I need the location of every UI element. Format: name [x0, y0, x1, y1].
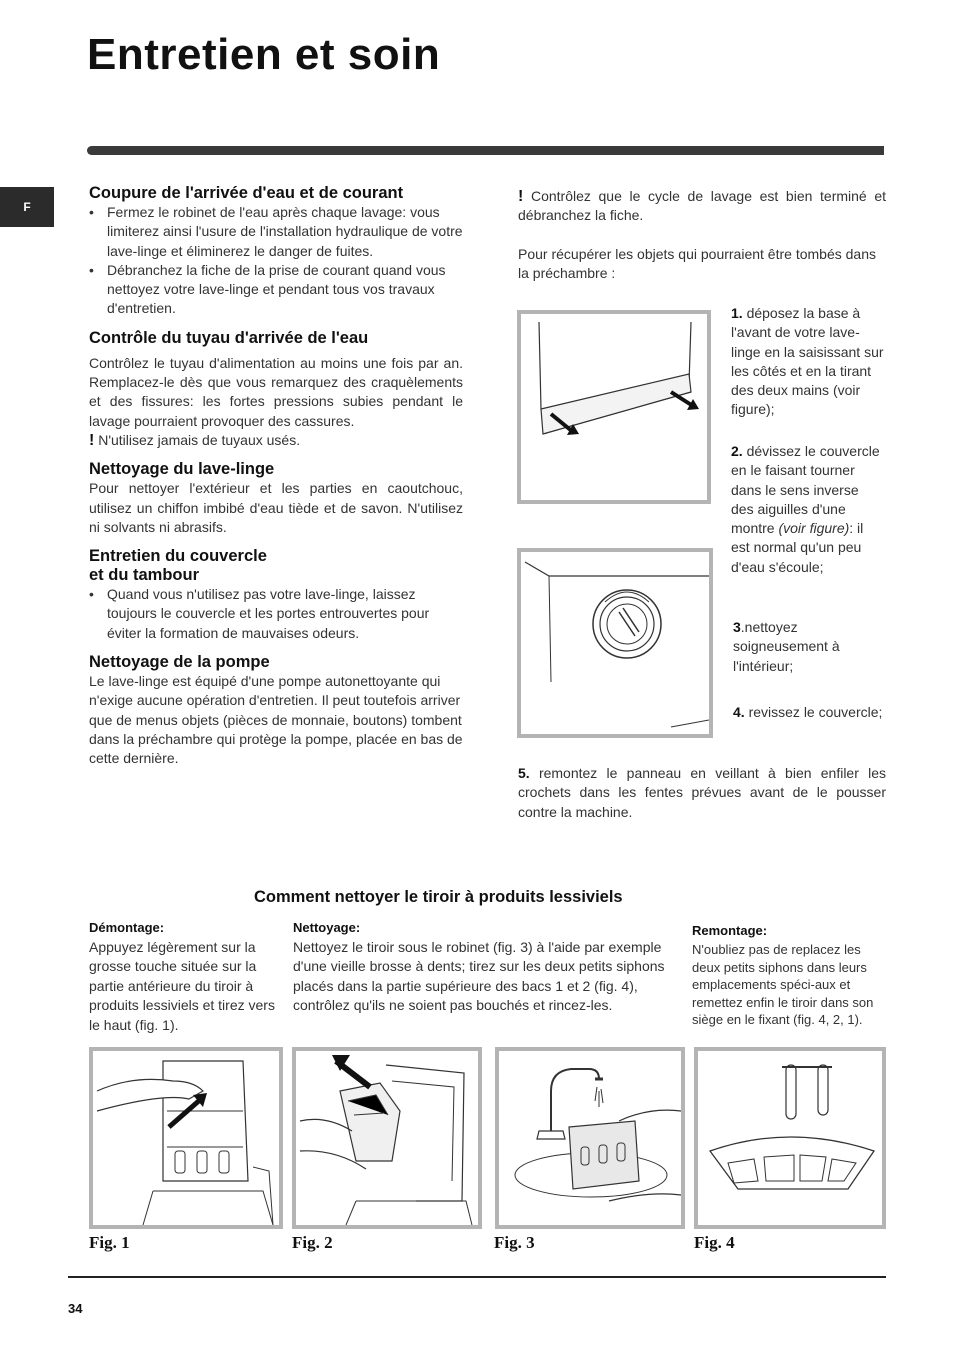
- page-title: Entretien et soin: [87, 30, 441, 79]
- drawer-step-heading: Nettoyage:: [293, 920, 361, 935]
- warning-mark: !: [89, 431, 95, 449]
- list-item: • Quand vous n'utilisez pas votre lave-linge, laissez toujours le couvercle et les portes entrouvertes pour éviter la formation de mauvaises odeurs.: [89, 585, 463, 643]
- section-title: Entretien du couvercle et du tambour: [89, 547, 267, 585]
- step-3: 3.nettoyez soigneusement à l'intérieur;: [733, 619, 840, 674]
- drawer-section-title: Comment nettoyer le tiroir à produits lessiviels: [254, 888, 623, 906]
- section-lid-drum: [89, 547, 463, 643]
- section-title: Nettoyage de la pompe: [89, 653, 270, 672]
- warning-mark: !: [518, 188, 524, 205]
- siphons-drawer-illustration: [698, 1051, 882, 1225]
- section-text: Contrôlez le tuyau d'alimentation au moins une fois par an. Remplacez-le dès que vous remarquez des craquèlements et des fissures: les fortes pressions subies pendant le lavage pourraient provoquer des cassures.: [89, 354, 463, 429]
- tap-rinsing-illustration: [499, 1051, 681, 1225]
- title-divider-bar: [87, 146, 884, 155]
- warning-note: ! Contrôlez que le cycle de lavage est bien terminé et débranchez la fiche.: [518, 188, 887, 224]
- drawer-reassembly: [692, 923, 888, 1029]
- figure-1: [89, 1047, 283, 1229]
- footer-divider: [68, 1276, 886, 1278]
- pump-cover-figure: [517, 548, 713, 738]
- section-text: Pour nettoyer l'extérieur et les parties en caoutchouc, utilisez un chiffon imbibé d'eau tiède et de savon. N'utilisez ni solvants ni abrasifs.: [89, 480, 463, 535]
- figure-3: [495, 1047, 685, 1229]
- section-title: Coupure de l'arrivée d'eau et de courant: [89, 184, 404, 202]
- section-title: Contrôle du tuyau d'arrivée de l'eau: [89, 328, 369, 347]
- bullet-list: [89, 203, 463, 319]
- drawer-step-text: Nettoyez le tiroir sous le robinet (fig. 3) à l'aide par exemple d'une vieille brosse à dents; tirez sur les deux petits siphons placés dans la partie supérieure des bacs 1 et 2 (fig. 4), contrôlez qu'ils ne soient pas bouchés et rincez-les.: [293, 939, 665, 1014]
- step-2: 2. dévissez le couvercle en le faisant tourner dans le sens inverse des aiguilles d'une montre (voir figure): il est normal qu'un peu d'eau s'écoule;: [731, 443, 880, 575]
- list-item: • Débranchez la fiche de la prise de courant quand vous nettoyez votre lave-linge et pendant tous vos travaux d'entretien.: [89, 261, 463, 319]
- drawer-step-heading: Démontage:: [89, 920, 165, 935]
- section-text: Le lave-linge est équipé d'une pompe autonettoyante qui n'exige aucune opération d'entretien. Il peut toutefois arriver que de menus objets (pièces de monnaie, boutons) tombent dans la préchambre qui protège la pompe, placée en bas de cette dernière.: [89, 673, 463, 767]
- step-5: 5. remontez le panneau en veillant à bien enfiler les crochets dans les fentes prévues avant de le pousser contre la machine.: [518, 765, 887, 820]
- drawer-step-text: N'oubliez pas de replacez les deux petits siphons dans leurs emplacements spéci-aux et remettez enfin le tiroir dans son siège en le fixant (fig. 4, 2, 1).: [692, 942, 874, 1028]
- drawer-disassembly: [89, 920, 275, 1035]
- left-column: [89, 184, 463, 779]
- drawer-cleaning: [293, 920, 685, 1016]
- figure-2: [292, 1047, 482, 1229]
- bullet-list: [89, 585, 463, 643]
- section-title: Nettoyage du lave-linge: [89, 460, 275, 479]
- language-tab: F: [0, 187, 54, 227]
- pump-cover-illustration: [521, 552, 709, 734]
- drawer-removal-illustration: [93, 1051, 279, 1225]
- intro-text: Pour récupérer les objets qui pourraient être tombés dans la préchambre :: [518, 245, 876, 281]
- section-washer-cleaning: [89, 460, 463, 537]
- warning-note: ! N'utilisez jamais de tuyaux usés.: [89, 431, 301, 449]
- step-1: 1. déposez la base à l'avant de votre lave-linge en la saisissant sur les côtés et en la tirant des deux mains (voir figure);: [731, 305, 884, 418]
- list-item: • Fermez le robinet de l'eau après chaque lavage: vous limiterez ainsi l'usure de l'installation hydraulique de votre lave-linge et éliminerez le danger de fuites.: [89, 203, 463, 261]
- drawer-step-text: Appuyez légèrement sur la grosse touche située sur la partie antérieure du tiroir à produits lessiviels et tirez vers le haut (fig. 1).: [89, 939, 275, 1033]
- figure-4: [694, 1047, 886, 1229]
- section-pump-cleaning: [89, 653, 463, 768]
- drawer-extraction-illustration: [296, 1051, 478, 1225]
- figure-1-label: Fig. 1: [89, 1233, 130, 1252]
- figure-4-label: Fig. 4: [694, 1233, 735, 1252]
- section-hose-check: [89, 329, 463, 450]
- right-column: [518, 187, 886, 283]
- step-4: 4. revissez le couvercle;: [733, 704, 883, 720]
- page-number: 34: [68, 1301, 83, 1316]
- drawer-step-heading: Remontage:: [692, 923, 768, 938]
- figure-2-label: Fig. 2: [292, 1233, 333, 1252]
- pump-base-figure: [517, 310, 711, 504]
- figure-3-label: Fig. 3: [494, 1233, 535, 1252]
- base-removal-illustration: [521, 314, 707, 500]
- section-water-power-cutoff: [89, 184, 463, 319]
